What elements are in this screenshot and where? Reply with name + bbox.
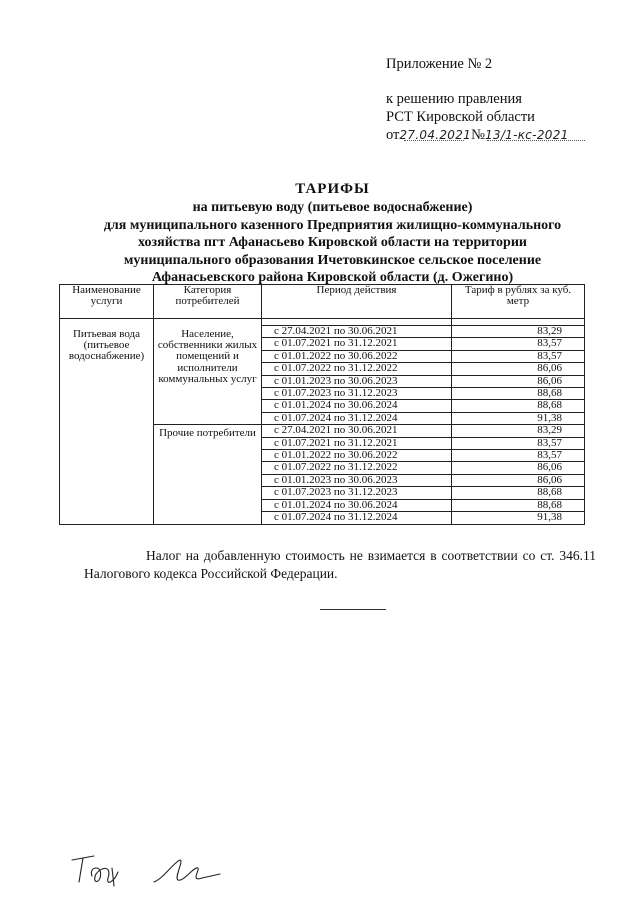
tariff-cell: 88,68 xyxy=(452,400,585,412)
tariff-cell: 86,06 xyxy=(452,375,585,387)
period-cell: с 01.01.2022 по 30.06.2022 xyxy=(262,450,452,462)
heading-line: на питьевую воду (питьевое водоснабжение) xyxy=(192,200,473,215)
period-cell: с 01.07.2023 по 31.12.2023 xyxy=(262,487,452,499)
tariff-cell: 83,57 xyxy=(452,437,585,449)
tariff-cell: 83,57 xyxy=(452,350,585,362)
period-cell: с 01.07.2024 по 31.12.2024 xyxy=(262,412,452,424)
signature-initials-icon xyxy=(70,852,230,892)
period-cell: с 01.01.2023 по 30.06.2023 xyxy=(262,474,452,486)
number-sign: № xyxy=(471,127,485,143)
header-service: Наименование услуги xyxy=(60,285,154,319)
period-cell: с 01.07.2021 по 31.12.2021 xyxy=(262,437,452,449)
tariff-cell: 83,57 xyxy=(452,450,585,462)
tariffs-table xyxy=(59,284,585,525)
period-cell: с 01.01.2023 по 30.06.2023 xyxy=(262,375,452,387)
number-underline xyxy=(487,140,585,141)
period-cell: с 27.04.2021 по 30.06.2021 xyxy=(262,425,452,437)
table-header-row xyxy=(60,285,585,319)
heading-line: для муниципального казенного Предприятия жилищно-коммунального xyxy=(103,217,562,233)
tariff-cell: 91,38 xyxy=(452,412,585,424)
tariff-cell: 88,68 xyxy=(452,487,585,499)
category-other: Прочие потребители xyxy=(154,425,262,524)
service-name: Питьевая вода (питьевое водоснабжение) xyxy=(60,326,154,525)
separator-line xyxy=(320,609,386,610)
table-row xyxy=(60,326,585,338)
category-population: Население, собственники жилых помещений и исполнители коммунальных услуг xyxy=(154,326,262,425)
annex-title: Приложение № 2 xyxy=(386,56,493,72)
annex-decision-line: к решению правления xyxy=(386,91,522,107)
annex-authority-line: РСТ Кировской области xyxy=(386,109,535,125)
period-cell: с 01.07.2022 по 31.12.2022 xyxy=(262,363,452,375)
tariff-cell: 88,68 xyxy=(452,388,585,400)
period-cell: с 01.01.2022 по 30.06.2022 xyxy=(262,350,452,362)
period-cell: с 01.01.2024 по 30.06.2024 xyxy=(262,499,452,511)
date-prefix: от xyxy=(386,127,400,143)
header-category: Категория потребителей xyxy=(154,285,262,319)
period-cell: с 01.07.2024 по 31.12.2024 xyxy=(262,512,452,524)
tariff-cell: 83,29 xyxy=(452,425,585,437)
heading-line: Афанасьевского района Кировской области (д. Ожегино) xyxy=(151,270,514,285)
handwritten-number: 13/1-кс-2021 xyxy=(484,128,569,142)
annex-date-number-line xyxy=(386,126,569,144)
period-cell: с 01.07.2022 по 31.12.2022 xyxy=(262,462,452,474)
tariff-cell: 83,57 xyxy=(452,338,585,350)
header-tariff: Тариф в рублях за куб. метр xyxy=(452,285,585,319)
document-heading xyxy=(60,180,605,287)
tariff-cell: 86,06 xyxy=(452,474,585,486)
period-cell: с 27.04.2021 по 30.06.2021 xyxy=(262,326,452,338)
period-cell: с 01.01.2024 по 30.06.2024 xyxy=(262,400,452,412)
period-cell: с 01.07.2023 по 31.12.2023 xyxy=(262,388,452,400)
date-underline xyxy=(404,140,464,141)
vat-note xyxy=(84,547,596,583)
document-title: ТАРИФЫ xyxy=(295,181,370,197)
vat-note-text: Налог на добавленную стоимость не взимается в соответствии со ст. 346.11 Налогового кодекса Российской Федерации. xyxy=(84,548,596,581)
heading-line: муниципального образования Ичетовкинское сельское поселение xyxy=(123,252,542,268)
period-cell: с 01.07.2021 по 31.12.2021 xyxy=(262,338,452,350)
header-period: Период действия xyxy=(262,285,452,319)
tariff-cell: 83,29 xyxy=(452,326,585,338)
tariff-cell: 88,68 xyxy=(452,499,585,511)
tariff-cell: 91,38 xyxy=(452,512,585,524)
handwritten-date: 27.04.2021 xyxy=(399,128,472,142)
tariff-cell: 86,06 xyxy=(452,363,585,375)
table-spacer-row xyxy=(60,319,585,326)
heading-line: хозяйства пгт Афанасьево Кировской области на территории xyxy=(138,235,527,250)
tariff-cell: 86,06 xyxy=(452,462,585,474)
